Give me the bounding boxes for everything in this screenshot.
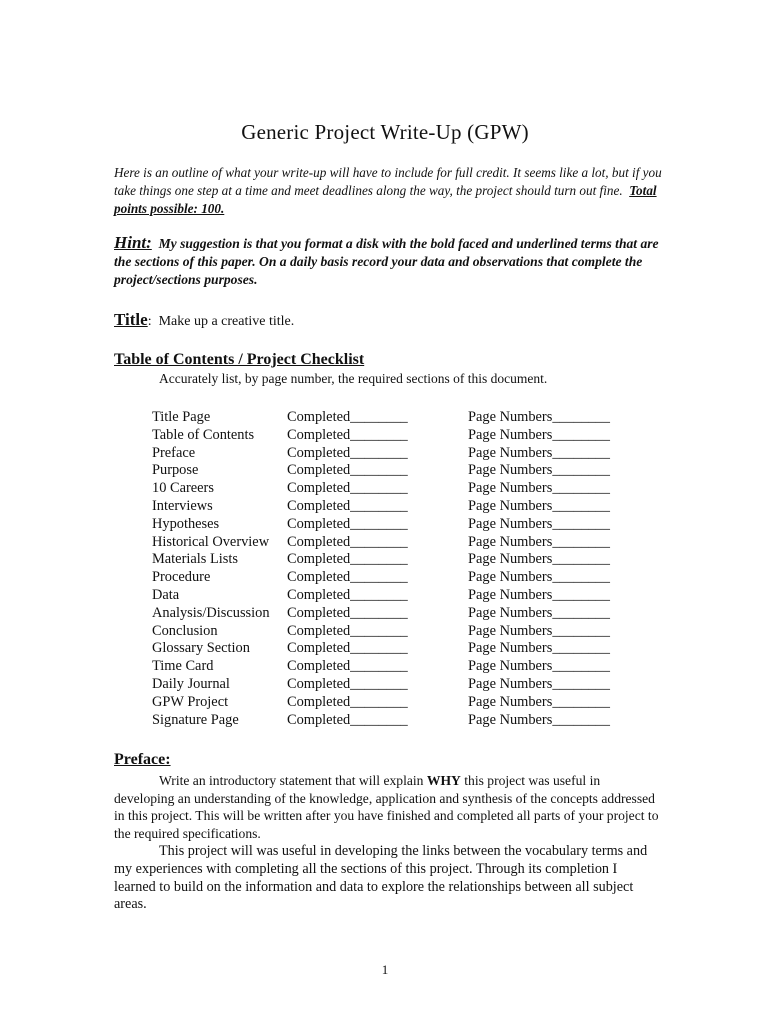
checklist-page-numbers: Page Numbers________ [468,533,610,550]
preface-p2-text: This project will was useful in developing the links between the vocabulary terms and my experiences with completing all the sections of this project. Through its completion I learned to build on the information and data to explore the relationships between all subject areas. [114,843,648,913]
checklist-section: Glossary Section [152,640,250,657]
checklist-page-numbers: Page Numbers________ [468,622,610,639]
checklist-completed: Completed________ [287,444,408,461]
checklist-section: Analysis/Discussion [152,604,270,621]
checklist-page-numbers: Page Numbers________ [468,693,610,710]
toc-subtitle: Accurately list, by page number, the required sections of this document. [159,371,548,386]
checklist-section: Historical Overview [152,533,270,550]
checklist-section: Hypotheses [152,515,220,532]
checklist-row [152,516,632,534]
checklist-completed: Completed________ [287,622,408,639]
checklist-page-numbers: Page Numbers________ [468,426,610,443]
intro-text: Here is an outline of what your write-up will have to include for full credit. It seems like a lot, but if you take things one step at a time and meet deadlines along the way, the project should turn out fine. [114,165,662,198]
checklist-completed: Completed________ [287,533,408,550]
checklist-page-numbers: Page Numbers________ [468,409,610,425]
checklist-page-numbers: Page Numbers________ [468,462,610,479]
title-label: Title [114,310,148,329]
checklist-completed: Completed________ [287,497,408,514]
preface-statement [114,843,662,914]
checklist-section: Procedure [152,569,211,586]
checklist-row [152,587,632,605]
title-instruction: Make up a creative title. [158,314,295,329]
checklist-page-numbers: Page Numbers________ [468,515,610,532]
checklist-completed: Completed________ [287,675,408,692]
checklist-completed: Completed________ [287,658,408,675]
checklist-row [152,462,632,480]
checklist-completed: Completed________ [287,604,408,621]
checklist-completed: Completed________ [287,462,408,479]
checklist-page-numbers: Page Numbers________ [468,675,610,692]
checklist-section: Conclusion [152,622,218,639]
checklist-completed: Completed________ [287,515,408,532]
checklist-page-numbers: Page Numbers________ [468,604,610,621]
checklist-page-numbers: Page Numbers________ [468,658,610,675]
preface-instructions [114,772,662,842]
checklist-row [152,569,632,587]
preface-p1-before: Write an introductory statement that will explain [159,773,427,788]
checklist-row [152,498,632,516]
checklist-section: Materials Lists [152,551,238,568]
hint-paragraph [114,234,662,289]
checklist-completed: Completed________ [287,569,408,586]
hint-text: My suggestion is that you format a disk with the bold faced and underlined terms that are the sections of this paper. On a daily basis record your data and observations that complete the project/sections purposes. [114,236,659,287]
checklist-page-numbers: Page Numbers________ [468,569,610,586]
checklist-section: Time Card [152,658,214,675]
checklist-row [152,658,632,676]
preface-heading: Preface: [114,751,171,768]
checklist-row [152,534,632,552]
checklist-section: Title Page [152,409,211,425]
checklist-section: Signature Page [152,711,239,728]
checklist-page-numbers: Page Numbers________ [468,711,610,728]
checklist-completed: Completed________ [287,711,408,728]
checklist-page-numbers: Page Numbers________ [468,497,610,514]
checklist-section: Purpose [152,462,199,479]
checklist-row [152,551,632,569]
checklist-completed: Completed________ [287,586,408,603]
checklist-row [152,409,632,427]
checklist-row [152,480,632,498]
hint-label: Hint: [114,233,152,252]
total-points: Total points possible: 100. [114,183,657,216]
checklist-completed: Completed________ [287,426,408,443]
checklist-page-numbers: Page Numbers________ [468,551,610,568]
project-checklist [152,409,632,729]
checklist-row [152,712,632,730]
checklist-completed: Completed________ [287,640,408,657]
title-section: Title: Make up a creative title. [114,310,295,329]
checklist-page-numbers: Page Numbers________ [468,586,610,603]
checklist-page-numbers: Page Numbers________ [468,480,610,497]
checklist-row [152,694,632,712]
checklist-completed: Completed________ [287,409,408,425]
checklist-row [152,623,632,641]
page-title: Generic Project Write-Up (GPW) [241,120,529,144]
checklist-row [152,445,632,463]
checklist-completed: Completed________ [287,551,408,568]
preface-p1-bold: WHY [426,773,461,788]
checklist-row [152,676,632,694]
checklist-section: 10 Careers [152,480,214,497]
checklist-row [152,605,632,623]
page-number: 1 [381,962,389,977]
checklist-section: Daily Journal [152,675,230,692]
checklist-completed: Completed________ [287,693,408,710]
preface-p1-after: this project was useful in developing an understanding of the knowledge, application and synthesis of the concepts addressed in this project. This will be written after you have finished and completed all parts of your project to the required specifications. [114,773,659,841]
checklist-row [152,640,632,658]
toc-heading: Table of Contents / Project Checklist [114,351,365,368]
checklist-row [152,427,632,445]
intro-paragraph [114,164,662,218]
checklist-section: Table of Contents [152,426,255,443]
checklist-section: Data [152,586,180,603]
checklist-section: Interviews [152,497,213,514]
checklist-page-numbers: Page Numbers________ [468,640,610,657]
checklist-page-numbers: Page Numbers________ [468,444,610,461]
checklist-completed: Completed________ [287,480,408,497]
checklist-section: Preface [152,444,196,461]
checklist-section: GPW Project [152,693,229,710]
